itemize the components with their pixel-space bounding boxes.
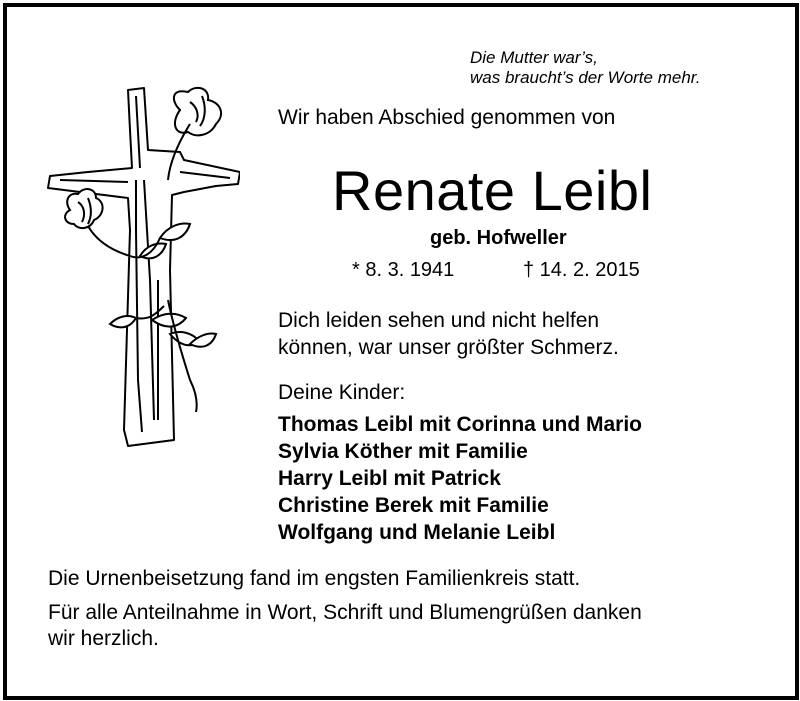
children-label: Deine Kinder: (278, 381, 406, 404)
child-entry: Christine Berek mit Familie (278, 494, 549, 517)
child-entry: Thomas Leibl mit Corinna und Mario (278, 413, 643, 436)
child-entry: Wolfgang und Melanie Leibl (278, 521, 556, 544)
intro-text: Wir haben Abschied genommen von (278, 106, 616, 129)
closing-line-3: wir herzlich. (48, 627, 159, 650)
child-entry: Sylvia Köther mit Familie (278, 440, 528, 463)
saying-line-1: Dich leiden sehen und nicht helfen (278, 309, 600, 332)
closing-line-2: Für alle Anteilnahme in Wort, Schrift und Blumengrüßen danken (48, 601, 642, 624)
closing-line-1: Die Urnenbeisetzung fand im engsten Familienkreis statt. (48, 567, 581, 590)
deceased-name: Renate Leibl (332, 159, 653, 222)
saying-line-2: können, war unser größter Schmerz. (278, 336, 619, 359)
cross-with-roses-icon (40, 80, 240, 460)
quote-line-2: was braucht’s der Worte mehr. (470, 68, 701, 87)
maiden-name: geb. Hofweller (430, 227, 567, 249)
death-date: † 14. 2. 2015 (523, 259, 640, 281)
birth-date: * 8. 3. 1941 (352, 259, 455, 281)
child-entry: Harry Leibl mit Patrick (278, 467, 501, 490)
quote-line-1: Die Mutter war’s, (470, 48, 598, 67)
